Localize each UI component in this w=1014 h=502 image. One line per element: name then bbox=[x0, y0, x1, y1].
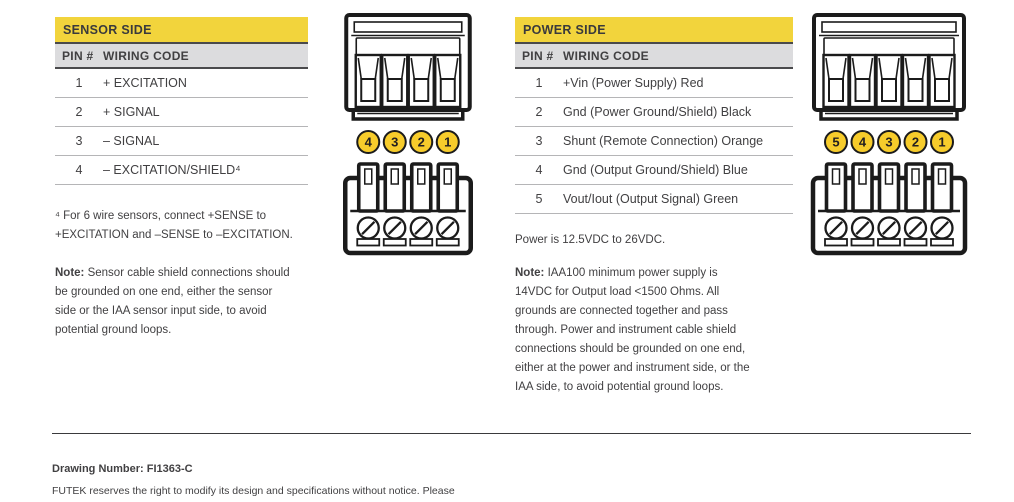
sensor-table-column-header bbox=[55, 44, 308, 69]
screw-terminal-icon bbox=[384, 218, 406, 246]
note-label: Note: bbox=[55, 267, 85, 279]
table-row bbox=[515, 98, 793, 127]
pin-number-badge bbox=[410, 131, 432, 153]
connector-top-view bbox=[814, 15, 964, 119]
power-connector-diagram bbox=[808, 13, 970, 263]
screw-terminal-icon bbox=[410, 218, 432, 246]
code-cell: Gnd (Power Ground/Shield) Black bbox=[563, 105, 752, 119]
screw-terminal-icon bbox=[905, 218, 927, 246]
note-label: Note: bbox=[515, 267, 545, 279]
pin-column-header: PIN # bbox=[62, 49, 94, 63]
pin-cell: 4 bbox=[535, 163, 543, 177]
pin-number-label: 3 bbox=[885, 134, 893, 150]
code-cell: – SIGNAL bbox=[103, 134, 160, 148]
power-table-column-header bbox=[515, 44, 793, 69]
pin-number-label: 4 bbox=[364, 134, 372, 150]
terminal-slot bbox=[435, 55, 460, 107]
connector-prong bbox=[412, 164, 431, 211]
note-text: IAA100 minimum power supply is 14VDC for Output load <1500 Ohms. All grounds are connected together and pass through. Power and instrument cable shield connections should be grounded on one end, either at the power and instrument side, or the IAA side, to avoid potential ground loops. bbox=[515, 267, 750, 393]
pin-number-label: 3 bbox=[391, 134, 399, 150]
pin-cell: 3 bbox=[75, 134, 83, 148]
pin-number-label: 5 bbox=[832, 134, 840, 150]
pin-number-badge bbox=[357, 131, 379, 153]
connector-prong bbox=[359, 164, 378, 211]
terminal-slot bbox=[903, 55, 928, 107]
connector-bottom-view bbox=[813, 164, 965, 253]
table-row bbox=[515, 156, 793, 185]
connector-top-view bbox=[346, 15, 470, 119]
pin-number-label: 1 bbox=[444, 134, 452, 150]
pin-column-header: PIN # bbox=[522, 49, 554, 63]
terminal-slot bbox=[850, 55, 875, 107]
pin-number-label: 1 bbox=[938, 134, 946, 150]
pin-number-label: 2 bbox=[911, 134, 920, 150]
table-row bbox=[55, 69, 308, 98]
screw-terminal-icon bbox=[878, 218, 900, 246]
connector-prong bbox=[933, 164, 952, 211]
table-row bbox=[55, 156, 308, 185]
code-cell: Gnd (Output Ground/Shield) Blue bbox=[563, 163, 748, 177]
code-cell: + SIGNAL bbox=[103, 105, 160, 119]
pin-number-badge bbox=[905, 131, 927, 153]
code-cell: Shunt (Remote Connection) Orange bbox=[563, 134, 764, 148]
connector-prong bbox=[880, 164, 899, 211]
power-side-section bbox=[515, 17, 793, 397]
table-row bbox=[55, 127, 308, 156]
sensor-table-title: SENSOR SIDE bbox=[55, 17, 308, 44]
connector-bottom-view bbox=[345, 164, 471, 253]
note-text: Sensor cable shield connections should be grounded on one end, either the sensor side or the IAA sensor input side, to avoid potential ground loops. bbox=[55, 267, 290, 336]
connector-prong bbox=[385, 164, 404, 211]
pin-cell: 4 bbox=[75, 163, 83, 177]
terminal-slot bbox=[824, 55, 849, 107]
connector-prong bbox=[827, 164, 846, 211]
screw-terminal-icon bbox=[931, 218, 953, 246]
pin-number-badge bbox=[384, 131, 406, 153]
pin-number-badge bbox=[437, 131, 459, 153]
terminal-slot bbox=[877, 55, 902, 107]
screw-terminal-icon bbox=[825, 218, 847, 246]
sensor-table-rows bbox=[55, 69, 308, 185]
pin-number-badge bbox=[852, 131, 874, 153]
footer-disclaimer: FUTEK reserves the right to modify its design and specifications without notice. Please bbox=[52, 485, 455, 497]
pin-number-badge bbox=[931, 131, 953, 153]
terminal-slot bbox=[356, 55, 381, 107]
power-table-title: POWER SIDE bbox=[515, 17, 793, 44]
screw-terminal-icon bbox=[437, 218, 459, 246]
power-table-rows bbox=[515, 69, 793, 214]
terminal-slot bbox=[930, 55, 955, 107]
wiring-code-column-header: WIRING CODE bbox=[103, 49, 189, 63]
terminal-block-connector bbox=[808, 13, 970, 258]
connector-prong bbox=[853, 164, 872, 211]
pin-cell: 5 bbox=[535, 192, 543, 206]
pin-cell: 2 bbox=[75, 105, 83, 119]
table-row bbox=[515, 69, 793, 98]
screw-terminal-icon bbox=[852, 218, 874, 246]
terminal-slot bbox=[409, 55, 434, 107]
pin-number-badge bbox=[825, 131, 847, 153]
terminal-block-connector bbox=[340, 13, 476, 258]
pin-cell: 1 bbox=[75, 76, 83, 90]
pin-number-label: 4 bbox=[858, 134, 867, 150]
footer-divider bbox=[52, 433, 971, 434]
table-row bbox=[515, 127, 793, 156]
terminal-slot bbox=[382, 55, 407, 107]
sensor-side-section bbox=[55, 17, 308, 340]
pin-cell: 2 bbox=[535, 105, 543, 119]
connector-prong bbox=[438, 164, 457, 211]
sensor-note bbox=[55, 264, 292, 340]
power-note bbox=[515, 264, 755, 397]
sensor-footnote: ⁴ For 6 wire sensors, connect +SENSE to +EXCITATION and –SENSE to –EXCITATION. bbox=[55, 210, 293, 241]
code-cell: + EXCITATION bbox=[103, 76, 187, 90]
wiring-code-column-header: WIRING CODE bbox=[563, 49, 649, 63]
pin-number-label: 2 bbox=[417, 134, 425, 150]
connector-prong bbox=[906, 164, 925, 211]
code-cell: Vout/Iout (Output Signal) Green bbox=[563, 192, 739, 206]
table-row bbox=[515, 185, 793, 214]
screw-terminal-icon bbox=[357, 218, 379, 246]
power-range-text: Power is 12.5VDC to 26VDC. bbox=[515, 234, 666, 246]
code-cell: +Vin (Power Supply) Red bbox=[563, 76, 704, 90]
drawing-number: Drawing Number: FI1363-C bbox=[52, 463, 193, 475]
pin-number-badge bbox=[878, 131, 900, 153]
pin-cell: 1 bbox=[535, 76, 543, 90]
code-cell: – EXCITATION/SHIELD⁴ bbox=[103, 163, 241, 177]
table-row bbox=[55, 98, 308, 127]
sensor-connector-diagram bbox=[340, 13, 476, 263]
pin-cell: 3 bbox=[535, 134, 543, 148]
